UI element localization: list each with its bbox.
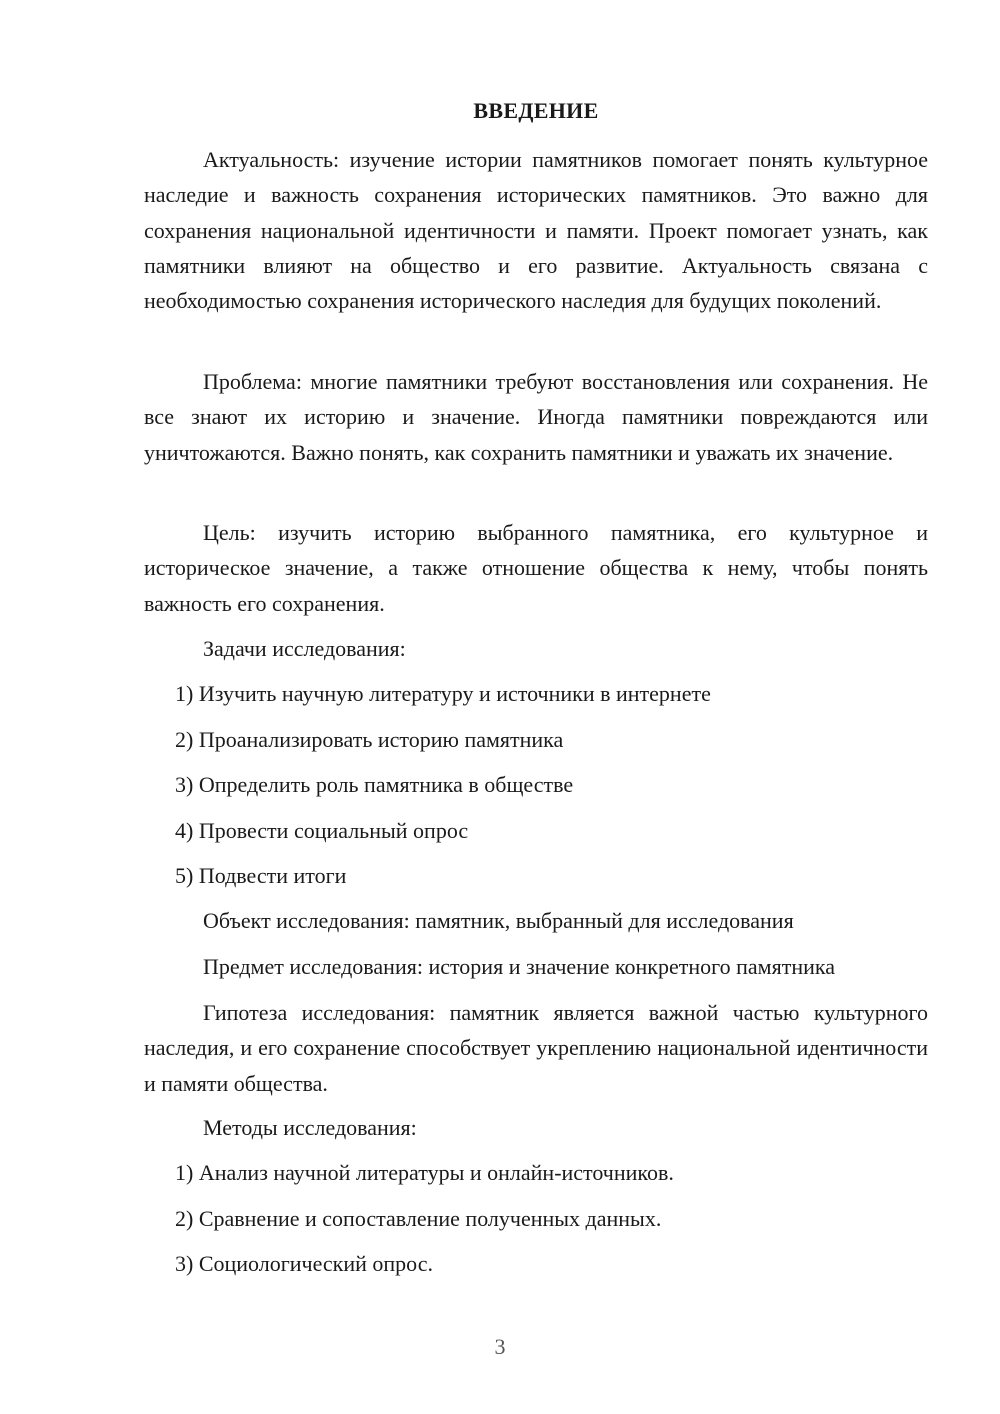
- section-title: ВВЕДЕНИЕ: [473, 98, 599, 123]
- page-number: 3: [494, 1334, 506, 1359]
- problem-paragraph: Проблема: многие памятники требуют восстановления или сохранения. Не все знают их историю и значение. Иногда памятники повреждаются или уничтожаются. Важно понять, как сохранить памятники и уважать их значение.: [144, 369, 928, 465]
- methods-heading: Методы исследования:: [203, 1115, 417, 1140]
- method-item: 2) Сравнение и сопоставление полученных данных.: [175, 1206, 662, 1231]
- tasks-heading: Задачи исследования:: [203, 636, 406, 661]
- task-item: 4) Провести социальный опрос: [175, 818, 469, 843]
- task-item: 3) Определить роль памятника в обществе: [175, 772, 574, 797]
- document-page: [144, 0, 928, 1414]
- relevance-paragraph: Актуальность: изучение истории памятников помогает понять культурное наследие и важность сохранения исторических памятников. Это важно для сохранения национальной идентичности и памяти. Проект помогает узнать, как памятники влияют на общество и его развитие. Актуальность связана с необходимостью сохранения исторического наследия для будущих поколений.: [144, 147, 928, 314]
- method-item: 3) Социологический опрос.: [175, 1251, 433, 1276]
- goal-paragraph: Цель: изучить историю выбранного памятника, его культурное и историческое значение, а также отношение общества к нему, чтобы понять важность его сохранения.: [144, 520, 928, 616]
- hypothesis-paragraph: Гипотеза исследования: памятник является важной частью культурного наследия, и его сохранение способствует укреплению национальной идентичности и памяти общества.: [144, 1000, 928, 1096]
- method-item: 1) Анализ научной литературы и онлайн-источников.: [175, 1160, 674, 1185]
- research-subject: Предмет исследования: история и значение конкретного памятника: [203, 954, 835, 979]
- research-object: Объект исследования: памятник, выбранный для исследования: [203, 908, 794, 933]
- task-item: 1) Изучить научную литературу и источники в интернете: [175, 681, 711, 706]
- task-item: 5) Подвести итоги: [175, 863, 347, 888]
- task-item: 2) Проанализировать историю памятника: [175, 727, 564, 752]
